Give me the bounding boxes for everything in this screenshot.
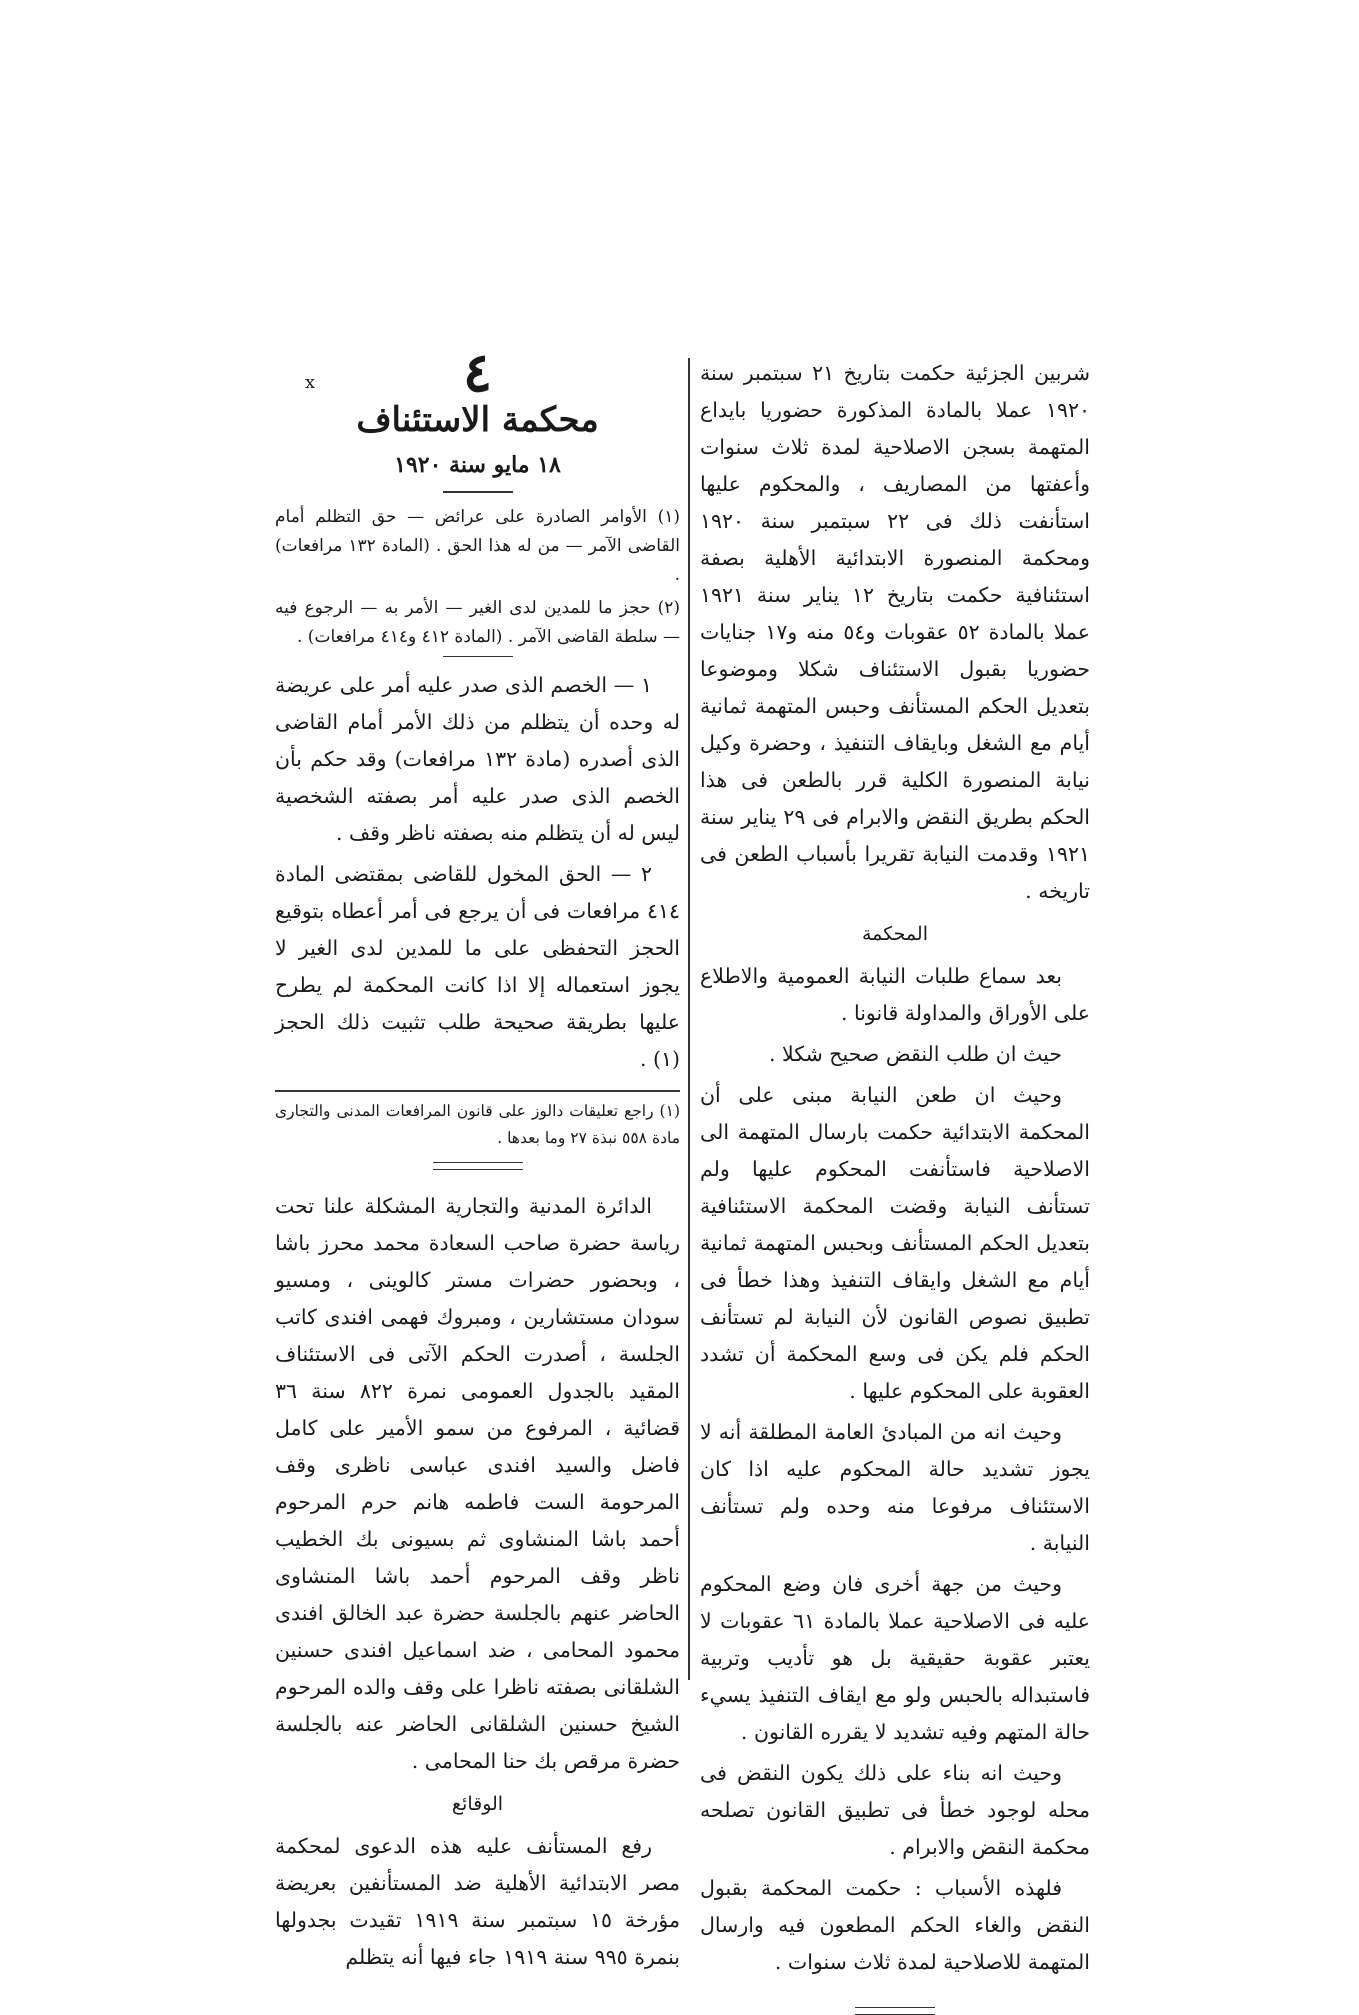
end-double-rule — [855, 2007, 935, 2015]
footnote-rule — [275, 1090, 680, 1092]
title-rule — [443, 491, 513, 493]
principle-paragraph: ٢ — الحق المخول للقاضى بمقتضى المادة ٤١٤ مرافعات فى أن يرجع فى أمر أعطاه بتوقيع الحجز التحفظى على ما للمدين لدى الغير لا يجوز استعماله إلا اذا كانت المحكمة لم يطرح عليها بطريقة صحيحة طلب تثبيت ذلك الحجز (١) . — [275, 862, 680, 1071]
headnote: (٢) حجز ما للمدين لدى الغير — الأمر به — الرجوع فيه — سلطة القاضى الآمر . (المادة ٤١٢ و٤١٤ مرافعات) . — [275, 597, 680, 647]
margin-mark: x — [305, 372, 316, 393]
footnote: (١) راجع تعليقات دالوز على قانون المرافعات المدنى والتجارى مادة ٥٥٨ نبذة ٢٧ وما بعدها . — [275, 1101, 680, 1147]
facts-continuation: شربين الجزئية حكمت بتاريخ ٢١ سبتمبر سنة ١٩٢٠ عملا بالمادة المذكورة حضوريا بايداع المتهمة بسجن الاصلاحية لمدة ثلاث سنوات وأعفتها من المصاريف ، والمحكوم عليها استأنفت ذلك فى ٢٢ سبتمبر سنة ١٩٢٠ ومحكمة المنصورة الابتدائية الأهلية بصفة استئنافية حكمت بتاريخ ١٢ يناير سنة ١٩٢١ عملا بالمادة ٥٢ عقوبات و٥٤ منه و١٧ جنايات حضوريا بقبول الاستئناف شكلا وموضوعا بتعديل الحكم المستأنف وحبس المتهمة ثمانية أيام مع الشغل وبايقاف التنفيذ ، وحضرة وكيل نيابة المنصورة الكلية قرر بالطعن فى هذا الحكم بطريق النقض والابرام فى ٢٩ يناير سنة ١٩٢١ وقدمت النيابة تقريرا بأسباب الطعن فى تاريخه . — [700, 361, 1091, 903]
judgment-number: ٤ — [462, 340, 492, 404]
operative-part: فلهذه الأسباب : حكمت المحكمة بقبول النقض والغاء الحكم المطعون فيه وارسال المتهمة للاصلاحية لمدة ثلاث سنوات . — [700, 1876, 1090, 1974]
facts-paragraph: رفع المستأنف عليه هذه الدعوى لمحكمة مصر الابتدائية الأهلية ضد المستأنفين بعريضة مؤرخة ١٥ سبتمبر سنة ١٩١٩ تقيدت بجدولها بنمرة ٩٩٥ سنة ١٩١٩ جاء فيها أنه يتظلم — [275, 1833, 680, 1969]
reason-paragraph: بعد سماع طلبات النيابة العمومية والاطلاع على الأوراق والمداولة قانونا . — [700, 964, 1090, 1025]
judgment-date: ١٨ مايو سنة ١٩٢٠ — [394, 452, 561, 478]
principle-paragraph: ١ — الخصم الذى صدر عليه أمر على عريضة له وحده أن يتظلم من ذلك الأمر أمام القاضى الذى أصدره (مادة ١٣٢ مرافعات) وقد حكم بأن الخصم الذى صدر عليه أمر بصفته الشخصية ليس له أن يتظلم منه بصفته ناظر وقف . — [275, 673, 680, 845]
section-double-rule — [433, 1162, 523, 1170]
court-title: محكمة الاستئناف — [356, 400, 599, 440]
right-column — [700, 355, 1090, 2015]
left-column — [275, 340, 680, 1980]
column-divider — [688, 358, 690, 1680]
reason-paragraph: وحيث انه بناء على ذلك يكون النقض فى محله لوجود خطأ فى تطبيق القانون تصلحه محكمة النقض والابرام . — [700, 1761, 1090, 1859]
headnote-rule — [443, 656, 513, 658]
court-heading: المحكمة — [862, 923, 928, 945]
reason-paragraph: وحيث ان طعن النيابة مبنى على أن المحكمة الابتدائية حكمت بارسال المتهمة الى الاصلاحية فاستأنفت المحكوم عليها ولم تستأنف النيابة وقضت المحكمة الاستئنافية بتعديل الحكم المستأنف وبحبس المتهمة ثمانية أيام مع الشغل وايقاف التنفيذ وهذا خطأ فى تطبيق نصوص القانون لأن النيابة لم تستأنف الحكم فلم يكن فى وسع المحكمة أن تشدد العقوبة على المحكوم عليها . — [700, 1083, 1090, 1403]
bench-paragraph: الدائرة المدنية والتجارية المشكلة علنا تحت رياسة حضرة صاحب السعادة محمد محرز باشا ، وبحضور حضرات مستر كالوينى ، ومسيو سودان مستشارين ، ومبروك فهمى افندى كاتب الجلسة ، أصدرت الحكم الآتى فى الاستئناف المقيد بالجدول العمومى نمرة ٨٢٢ سنة ٣٦ قضائية ، المرفوع من سمو الأمير على كامل فاضل والسيد افندى عباسى ناظرى وقف المرحومة الست فاطمه هانم حرم المرحوم أحمد باشا المنشاوى ثم بسيونى بك الخطيب ناظر وقف المرحوم أحمد باشا المنشاوى الحاضر عنهم بالجلسة حضرة عبد الخالق افندى محمود المحامى ، ضد اسماعيل افندى حسنين الشلقانى بصفته ناظرا على وقف والده المرحوم الشيخ حسنين الشلقانى الحاضر عنه بالجلسة حضرة مرقص بك حنا المحامى . — [275, 1193, 680, 1773]
headnote: (١) الأوامر الصادرة على عرائض — حق التظلم أمام القاضى الآمر — من له هذا الحق . (المادة ١٣٢ مرافعات) . — [275, 506, 680, 585]
reason-paragraph: وحيث من جهة أخرى فان وضع المحكوم عليه فى الاصلاحية عملا بالمادة ٦١ عقوبات لا يعتبر عقوبة حقيقية بل هو تأديب وتربية فاستبداله بالحبس ولو مع ايقاف التنفيذ يسيء حالة المتهم وفيه تشديد لا يقرره القانون . — [700, 1572, 1090, 1744]
reason-paragraph: حيث ان طلب النقض صحيح شكلا . — [769, 1042, 1062, 1066]
reason-paragraph: وحيث انه من المبادئ العامة المطلقة أنه لا يجوز تشديد حالة المحكوم عليه اذا كان الاستئناف مرفوعا منه وحده ولم تستأنف النيابة . — [700, 1420, 1090, 1555]
facts-heading: الوقائع — [451, 1792, 504, 1815]
